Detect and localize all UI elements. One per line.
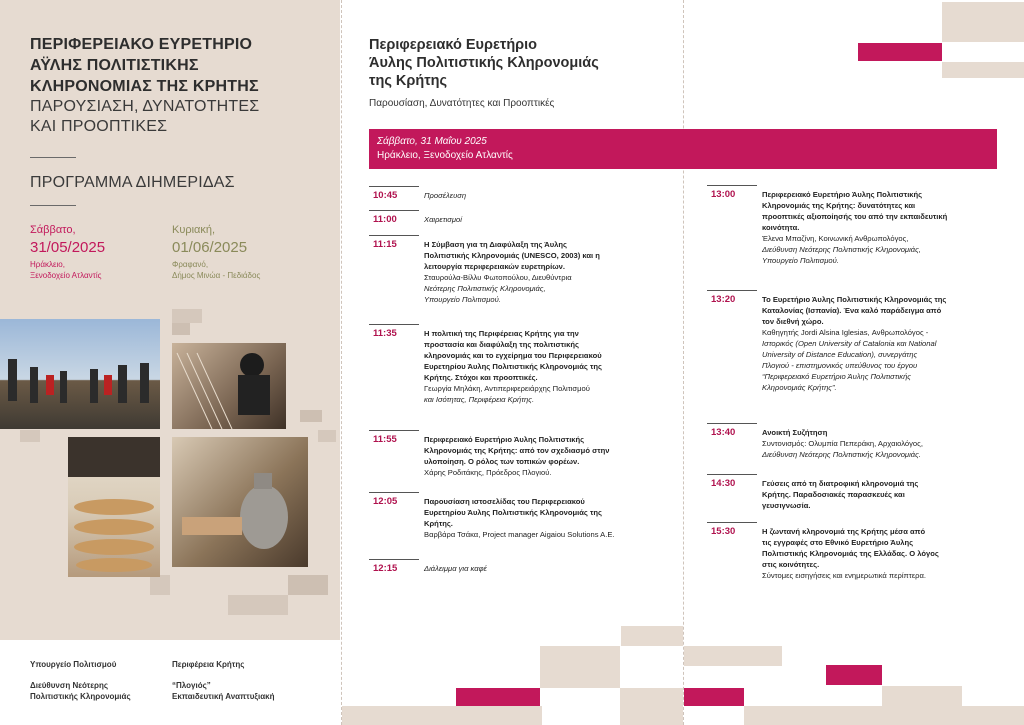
schedule-description bbox=[762, 526, 1007, 581]
schedule-description bbox=[424, 214, 669, 225]
schedule-time: 10:45 bbox=[373, 190, 398, 201]
fold-line bbox=[683, 0, 684, 725]
schedule-time: 12:05 bbox=[373, 496, 398, 507]
description-line: τον διεθνή χώρο. bbox=[762, 317, 824, 326]
description-line: Κληρονομιάς Κρήτης”. bbox=[762, 383, 837, 392]
description-line: κληρονομιάς και το εγχείρημα του Περιφερειακού bbox=[424, 351, 602, 360]
description-line: προστασία και διαφύλαξη της πολιτιστικής bbox=[424, 340, 579, 349]
schedule-description bbox=[424, 496, 669, 540]
schedule-rule bbox=[707, 290, 757, 291]
schedule-rule bbox=[369, 492, 419, 493]
description-line: Βαρβάρα Τσάκα, Project manager Aigaiou Solutions A.E. bbox=[424, 530, 615, 539]
schedule-description bbox=[762, 294, 1007, 393]
pastry-image bbox=[68, 437, 160, 577]
fold-line bbox=[341, 0, 342, 725]
schedule-right bbox=[707, 0, 1007, 725]
schedule-description bbox=[762, 427, 1007, 460]
title-line: Περιφερειακό Ευρετήριο bbox=[369, 37, 538, 53]
schedule-left bbox=[369, 0, 669, 725]
footer-line: Περιφέρεια Κρήτης bbox=[172, 660, 245, 669]
description-line: Σύντομες εισηγήσεις και ενημερωτικά περίπτερα. bbox=[762, 571, 926, 580]
schedule-time: 13:00 bbox=[711, 189, 736, 200]
footer-line: “Πλογιός” bbox=[172, 681, 211, 690]
description-line: Υπουργείο Πολιτισμού. bbox=[424, 295, 501, 304]
decor-square bbox=[684, 688, 744, 706]
day2-sub: Δήμος Μινώα - Πεδιάδος bbox=[172, 271, 261, 280]
schedule-description bbox=[762, 189, 1007, 266]
description-line: University of Distance Education), συνεργάτης bbox=[762, 350, 918, 359]
description-line: Κρήτης. Στόχοι και προοπτικές. bbox=[424, 373, 538, 382]
description-line: Καταλονίας (Ισπανία). Ένα καλό παράδειγμα από bbox=[762, 306, 942, 315]
description-line: Ευρετηρίου Άυλης Πολιτιστικής Κληρονομιάς της bbox=[424, 508, 602, 517]
schedule-description bbox=[762, 478, 1007, 511]
day1-date: 31/05/2025 bbox=[30, 239, 106, 256]
schedule-time: 11:00 bbox=[373, 214, 397, 225]
schedule-time: 15:30 bbox=[711, 526, 736, 537]
dancers-image bbox=[0, 319, 160, 429]
description-line: Η ζωντανή κληρονομιά της Κρήτης μέσα από bbox=[762, 527, 926, 536]
description-line: Πολιτιστικής Κληρονομιάς της Ελλάδας. Ο λόγος bbox=[762, 549, 939, 558]
footer-col1 bbox=[30, 659, 131, 702]
schedule-rule bbox=[369, 210, 419, 211]
description-line: Νεότερης Πολιτιστικής Κληρονομιάς, bbox=[424, 284, 546, 293]
description-line: Διεύθυνση Νεότερης Πολιτιστικής Κληρονομιάς. bbox=[762, 450, 921, 459]
pot-image bbox=[172, 437, 308, 567]
description-line: Καθηγητής Jordi Alsina Iglesias, Ανθρωπολόγος - bbox=[762, 328, 929, 337]
schedule-description bbox=[424, 434, 669, 478]
decor-square bbox=[20, 430, 40, 442]
description-line: Κρήτης. bbox=[424, 519, 453, 528]
description-line: γευσιγνωσία. bbox=[762, 501, 811, 510]
pastry-photo bbox=[68, 437, 160, 577]
description-line: Χαιρετισμοί bbox=[424, 215, 462, 224]
schedule-description bbox=[424, 328, 669, 405]
decor-square bbox=[744, 706, 1024, 725]
title-line: της Κρήτης bbox=[369, 73, 448, 89]
description-line: κοινότητα. bbox=[762, 223, 800, 232]
description-line: Χάρης Ροδιτάκης, Πρόεδρος Πλογιού. bbox=[424, 468, 552, 477]
description-line: Διεύθυνση Νεότερης Πολιτιστικής Κληρονομιάς, bbox=[762, 245, 921, 254]
dance-photo bbox=[0, 319, 160, 429]
day1-sub: Ηράκλειο, bbox=[30, 260, 65, 269]
description-line: Το Ευρετήριο Άυλης Πολιτιστικής Κληρονομιάς της bbox=[762, 295, 947, 304]
banner-date: Σάββατο, 31 Μαΐου 2025 bbox=[377, 136, 487, 147]
description-line: και Ισότητας, Περιφέρεια Κρήτης. bbox=[424, 395, 535, 404]
program-title: ΠΡΟΓΡΑΜΜΑ ΔΙΗΜΕΡΙΔΑΣ bbox=[30, 174, 235, 191]
title-line: ΑΫΛΗΣ ΠΟΛΙΤΙΣΤΙΚΗΣ bbox=[30, 57, 199, 74]
description-line: λειτουργία περιφερειακών ευρετηρίων. bbox=[424, 262, 565, 271]
schedule-rule bbox=[369, 324, 419, 325]
decor-square bbox=[172, 309, 202, 323]
schedule-time: 13:20 bbox=[711, 294, 736, 305]
schedule-rule bbox=[707, 522, 757, 523]
schedule-rule bbox=[369, 559, 419, 560]
decor-square bbox=[228, 595, 288, 615]
description-line: Σταυρούλα-Βίλλυ Φωτοπούλου, Διευθύντρια bbox=[424, 273, 572, 282]
description-line: Γεωργία Μηλάκη, Αντιπεριφερειάρχης Πολιτισμού bbox=[424, 384, 590, 393]
decor-square bbox=[684, 646, 782, 666]
schedule-rule bbox=[707, 474, 757, 475]
description-line: Ευρετηρίου Άυλης Πολιτιστικής Κληρονομιάς της bbox=[424, 362, 602, 371]
decor-square bbox=[172, 323, 190, 335]
decor-square bbox=[882, 686, 962, 706]
description-line: Υπουργείο Πολιτισμού. bbox=[762, 256, 839, 265]
banner-venue: Ηράκλειο, Ξενοδοχείο Ατλαντίς bbox=[377, 150, 513, 161]
schedule-time: 11:55 bbox=[373, 434, 397, 445]
description-line: Συντονισμός: Ολυμπία Πεπεράκη, Αρχαιολόγος, bbox=[762, 439, 923, 448]
description-line: υλοποίηση. Ο ρόλος των τοπικών φορέων. bbox=[424, 457, 580, 466]
decor-square bbox=[288, 575, 328, 595]
title-line: ΠΕΡΙΦΕΡΕΙΑΚΟ ΕΥΡΕΤΗΡΙΟ bbox=[30, 36, 253, 53]
schedule-rule bbox=[707, 185, 757, 186]
description-line: Ανοικτή Συζήτηση bbox=[762, 428, 828, 437]
main-title bbox=[30, 34, 259, 137]
day1-label: Σάββατο, bbox=[30, 224, 76, 236]
decor-square bbox=[540, 646, 620, 688]
description-line: Έλενα Μπαζίνη, Κοινωνική Ανθρωπολόγος, bbox=[762, 234, 909, 243]
title-line: Άυλης Πολιτιστικής Κληρονομιάς bbox=[369, 55, 599, 71]
footer-line: Εκπαιδευτική Αναπτυξιακή bbox=[172, 692, 275, 701]
description-line: προοπτικές αξιοποίησής του από την εκπαιδευτική bbox=[762, 212, 948, 221]
title-line: ΚΑΙ ΠΡΟΟΠΤΙΚΕΣ bbox=[30, 118, 168, 135]
decor-square bbox=[621, 626, 683, 646]
description-line: Πλογιού - επιστημονικός υπεύθυνος του έργου bbox=[762, 361, 918, 370]
divider bbox=[30, 205, 76, 206]
footer-line: Πολιτιστικής Κληρονομιάς bbox=[30, 692, 131, 701]
description-line: Κληρονομιάς της Κρήτης: δυνατότητες και bbox=[762, 201, 916, 210]
center-subtitle: Παρουσίαση, Δυνατότητες και Προοπτικές bbox=[369, 98, 555, 109]
description-line: στις κοινότητες. bbox=[762, 560, 820, 569]
footer-line: Υπουργείο Πολιτισμού bbox=[30, 660, 117, 669]
schedule-rule bbox=[369, 235, 419, 236]
divider bbox=[30, 157, 76, 158]
day1-block bbox=[30, 224, 105, 281]
schedule-time: 11:35 bbox=[373, 328, 397, 339]
title-line: ΚΛΗΡΟΝΟΜΙΑΣ ΤΗΣ ΚΡΗΤΗΣ bbox=[30, 78, 259, 95]
description-line: Κληρονομιάς της Κρήτης: από τον σχεδιασμό στην bbox=[424, 446, 610, 455]
title-line: ΠΑΡΟΥΣΙΑΣΗ, ΔΥΝΑΤΟΤΗΤΕΣ bbox=[30, 98, 260, 115]
day2-block bbox=[172, 224, 260, 281]
decor-square bbox=[150, 575, 170, 595]
day2-date: 01/06/2025 bbox=[172, 239, 248, 256]
schedule-rule bbox=[369, 186, 419, 187]
description-line: Γεύσεις από τη διατροφική κληρονομιά της bbox=[762, 479, 919, 488]
description-line: Προσέλευση bbox=[424, 191, 467, 200]
description-line: Διάλειμμα για καφέ bbox=[424, 564, 487, 573]
decor-square bbox=[342, 706, 542, 725]
schedule-rule bbox=[707, 423, 757, 424]
weaving-photo bbox=[172, 343, 286, 429]
description-line: “Περιφερειακό Ευρετήριο Άυλης Πολιτιστικής bbox=[762, 372, 911, 381]
description-line: Η Σύμβαση για τη Διαφύλαξη της Άυλης bbox=[424, 240, 567, 249]
description-line: Πολιτιστικής Κληρονομιάς (UNESCO, 2003) και η bbox=[424, 251, 600, 260]
footer-col2 bbox=[172, 659, 274, 702]
description-line: Ιστορικός (Open University of Catalonia και National bbox=[762, 339, 937, 348]
day2-label: Κυριακή, bbox=[172, 224, 216, 236]
day2-sub: Φραφανό, bbox=[172, 260, 209, 269]
loom-image bbox=[172, 343, 286, 429]
schedule-description bbox=[424, 239, 669, 305]
schedule-time: 12:15 bbox=[373, 563, 398, 574]
description-line: τις εγγραφές στο Εθνικό Ευρετήριο Άυλης bbox=[762, 538, 914, 547]
schedule-time: 13:40 bbox=[711, 427, 736, 438]
description-line: Περιφερειακό Ευρετήριο Άυλης Πολιτιστικής bbox=[762, 190, 923, 199]
decor-square bbox=[300, 410, 322, 422]
schedule-rule bbox=[369, 430, 419, 431]
decor-square bbox=[456, 688, 540, 706]
description-line: Περιφερειακό Ευρετήριο Άυλης Πολιτιστικής bbox=[424, 435, 585, 444]
schedule-description bbox=[424, 563, 669, 574]
schedule-time: 11:15 bbox=[373, 239, 397, 250]
schedule-time: 14:30 bbox=[711, 478, 736, 489]
decor-square bbox=[620, 688, 683, 725]
decor-square bbox=[318, 430, 336, 442]
description-line: Η πολιτική της Περιφέρειας Κρήτης για την bbox=[424, 329, 579, 338]
description-line: Παρουσίαση ιστοσελίδας του Περιφερειακού bbox=[424, 497, 585, 506]
decor-square bbox=[826, 665, 882, 685]
footer-line: Διεύθυνση Νεότερης bbox=[30, 681, 109, 690]
description-line: Κρήτης. Παραδοσιακές παρασκευές και bbox=[762, 490, 905, 499]
schedule-description bbox=[424, 190, 669, 201]
pottery-photo bbox=[172, 437, 308, 567]
day1-sub: Ξενοδοχείο Ατλαντίς bbox=[30, 271, 102, 280]
